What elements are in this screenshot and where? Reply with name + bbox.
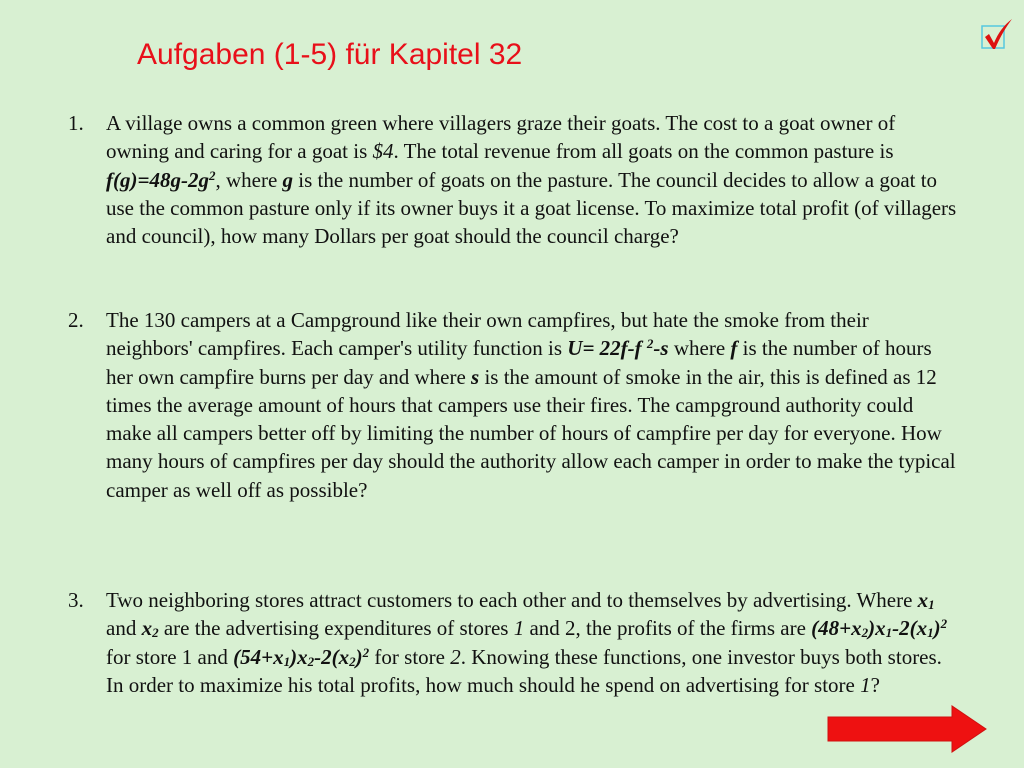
formula-part: )x (868, 616, 886, 641)
formula-part: (54+x (233, 644, 284, 669)
subscript: 1 (928, 596, 935, 612)
subscript: 2 (307, 653, 315, 669)
text-segment: where (668, 336, 731, 361)
formula-part: x (917, 588, 929, 612)
next-slide-button[interactable] (826, 704, 988, 754)
text-segment: and (106, 616, 142, 641)
exponent: 2 (940, 616, 948, 632)
problem-number: 1. (68, 111, 84, 135)
problem-text (106, 306, 958, 504)
exponent: 2 (646, 336, 654, 352)
problem-text (106, 109, 958, 250)
goat-cost: $4 (372, 139, 394, 164)
subscript: 2 (152, 625, 159, 641)
variable-x2 (142, 616, 159, 640)
variable-s: s (471, 364, 480, 389)
formula-part: x (141, 616, 153, 641)
problem-2 (68, 306, 958, 504)
revenue-function (106, 168, 215, 192)
text-segment: is the number of goats on the pasture. The council decides to allow a goat to use the common pasture only if its owner buys it a goat license. To maximize total profit (of villagers and council), how many Dollars per goat should the council charge? (106, 167, 957, 249)
store-number: 1 (860, 672, 871, 697)
formula-part: -2(x (892, 616, 928, 641)
store-number: 2 (450, 644, 461, 669)
utility-function (567, 336, 668, 360)
formula-part: f(g)=48g-2g (106, 167, 209, 192)
profit-function-store-2 (233, 645, 369, 669)
text-segment: Two neighboring stores attract customers to each other and to themselves by advertising. Where (106, 588, 918, 612)
problem-1 (68, 109, 958, 250)
formula-part: -s (653, 336, 669, 361)
variable-f: f (730, 336, 738, 361)
text-segment: , where (215, 167, 283, 192)
problem-text (106, 586, 958, 699)
subscript: 2 (349, 653, 356, 669)
text-segment: A village owns a common green where villagers graze their goats. The cost to a goat owner of owning and caring for a goat is (106, 111, 896, 164)
text-segment: The 130 campers at a Campground like their own campfires, but hate the smoke from their neighbors' campfires. Each camper's utility function is (106, 308, 869, 361)
subscript: 1 (885, 625, 893, 641)
text-segment: is the number of hours her own campfire burns per day and where (106, 336, 932, 389)
arrow-right-icon (826, 704, 988, 754)
text-segment: ? (870, 672, 880, 697)
subscript: 1 (927, 625, 934, 641)
text-segment: are the advertising expenditures of stores (158, 616, 514, 641)
exponent: 2 (362, 644, 370, 660)
subscript: 1 (283, 653, 291, 669)
exponent: 2 (208, 167, 216, 183)
variable-g: g (282, 167, 294, 192)
text-segment: . Knowing these functions, one investor buys both stores. In order to maximize his total profits, how much should he spend on advertising for store (106, 644, 942, 697)
text-segment: and 2, the profits of the firms are (524, 616, 812, 641)
page-title: Aufgaben (1-5) für Kapitel 32 (137, 38, 523, 71)
profit-function-store-1 (811, 616, 947, 640)
text-segment: for store 1 and (106, 644, 234, 669)
variable-x1 (918, 588, 935, 612)
text-segment: for store (369, 644, 451, 669)
formula-part: -2(x (314, 644, 350, 669)
formula-part: ) (933, 616, 941, 641)
problem-3 (68, 586, 958, 699)
formula-part: ) (355, 644, 363, 669)
problem-number: 3. (68, 588, 84, 612)
subscript: 2 (861, 625, 869, 641)
store-number: 1 (513, 616, 525, 641)
formula-part: )x (290, 644, 308, 669)
formula-part: U= 22f-f (567, 336, 647, 361)
problem-number: 2. (68, 308, 84, 332)
formula-part: (48+x (811, 616, 862, 641)
text-segment: . The total revenue from all goats on the common pasture is (393, 139, 894, 164)
text-segment: is the amount of smoke in the air, this is defined as 12 times the average amount of hours that campers use their fires. The campground authority could make all campers better off by limiting the number of hours of campfire per day for everyone. How many hours of campfires per day should the authority allow each camper in order to make the typical camper as well off as possible? (106, 364, 956, 502)
